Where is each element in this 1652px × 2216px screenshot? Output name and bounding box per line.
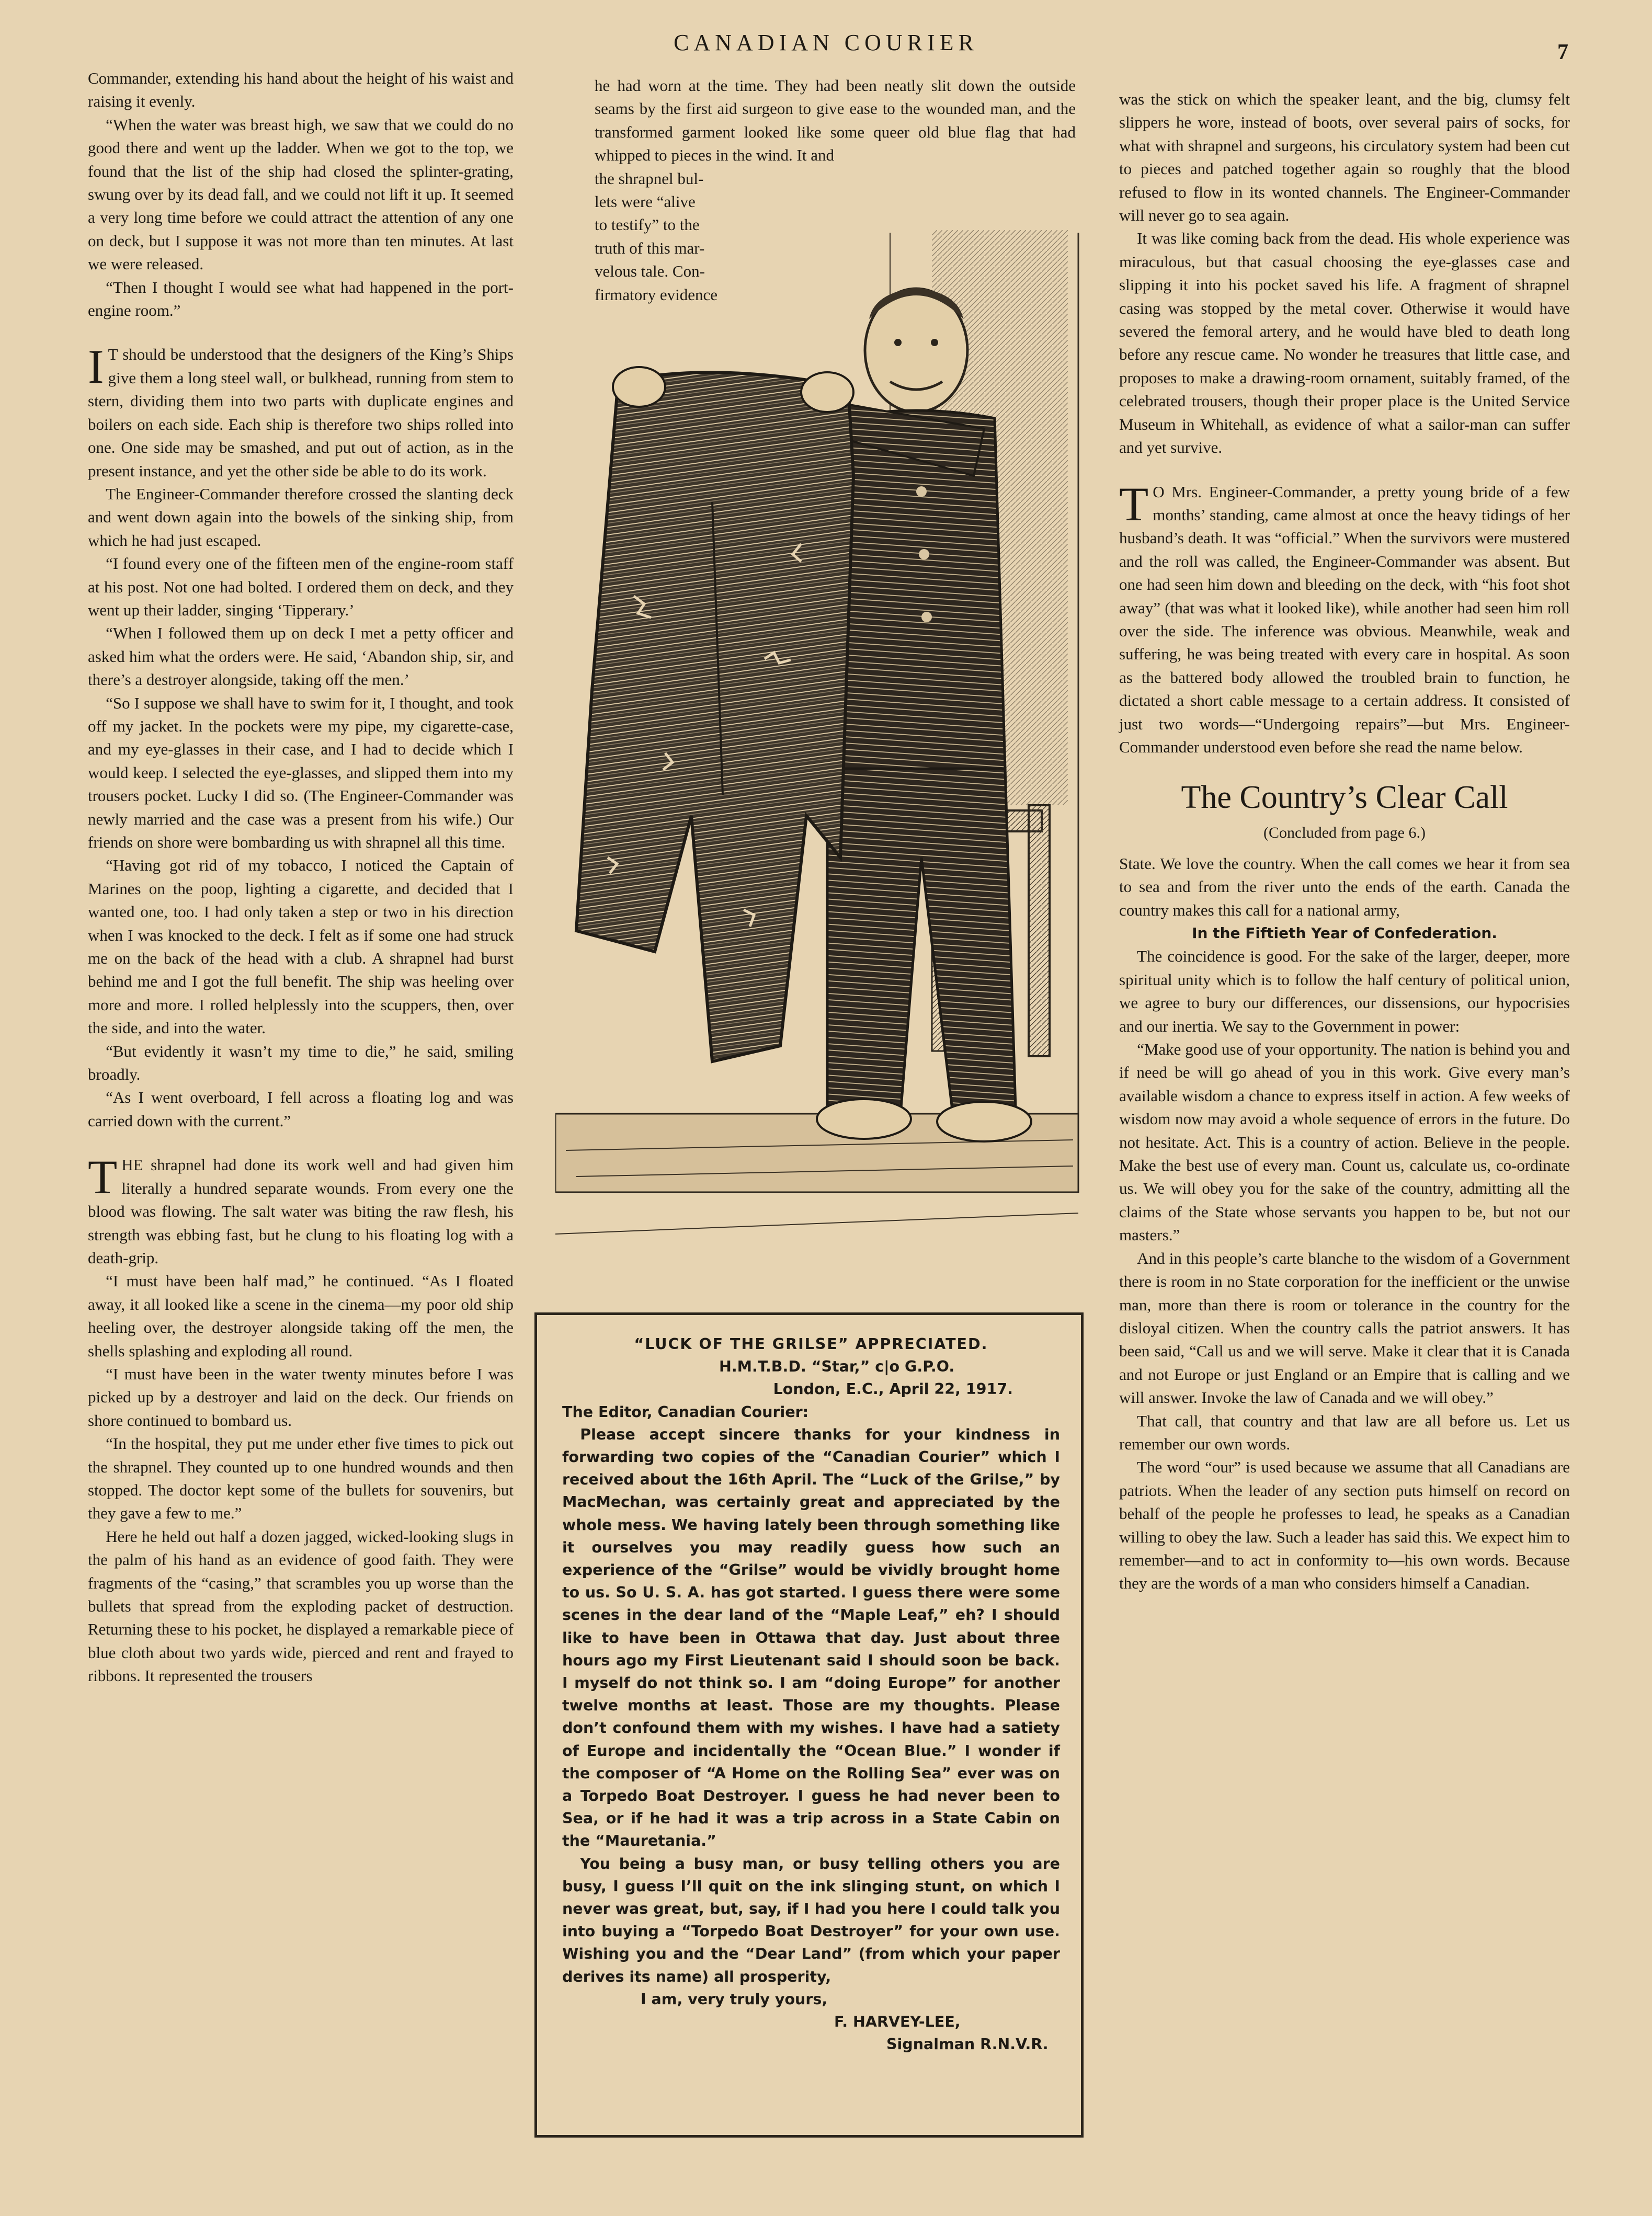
drop-cap: T [88, 1150, 118, 1204]
paragraph: The coincidence is good. For the sake of the larger, deeper, more spiritual unity which is to follow the half century of political union, we agree to bury our differences, our dissensions, our hypocrisies and our inertia. We say to the Government in power: [1119, 947, 1570, 1035]
paragraph: Commander, extending his hand about the height of his waist and raising it evenly. [88, 69, 514, 111]
section-opening-paragraph [88, 1150, 514, 1270]
text-line: lets were “alive [595, 192, 696, 211]
section-opening-paragraph [1119, 477, 1570, 759]
letter-date-line: London, E.C., April 22, 1917. [773, 1380, 1013, 1398]
paragraph: “But evidently it wasn’t my time to die,” he said, smiling broadly. [88, 1042, 514, 1084]
paragraph-text: T should be understood that the designers of the King’s Ships give them a long steel wall, or bulkhead, running from stem to stern, dividing them into two parts with duplicate engines and boilers on each side. Each ship is therefore two ships rolled into one. One side may be smashed, and put out of action, as in the present instance, and yet the other side be able to do its work. [88, 345, 514, 480]
section-opening-paragraph [88, 340, 514, 482]
paragraph: “When the water was breast high, we saw that we could do no good there and went up the ladder. When we got to the top, we found that the list of the ship had closed the splinter-grating, swung over by its dead fall, and we could not lift it up. It seemed a very long time before we could attract the attention of any one on deck, but I suppose it was not more than ten minutes. At last we were released. [88, 115, 514, 273]
article-note: (Concluded from page 6.) [1263, 824, 1426, 842]
letter-rank: Signalman R.N.V.R. [886, 2036, 1049, 2053]
paragraph: “Then I thought I would see what had happened in the port-engine room.” [88, 278, 514, 320]
paragraph: “I must have been half mad,” he continued. “As I floated away, it all looked like a scene in the cinema—my poor old ship heeling over, the destroyer alongside taking off the men, the shells splashing and exploding all round. [88, 1272, 514, 1360]
letter-box [534, 1312, 1084, 2138]
paragraph-text: O Mrs. Engineer-Commander, a pretty young bride of a few months’ standing, came almost at once the heavy tidings of her husband’s death. It was “official.” When the survivors were mustered and the roll was called, the Engineer-Commander was absent. But one had seen him down and bleeding on the deck, with “his foot shot away” (that was what it looked like), while another had seen him roll over the side. The inference was obvious. Meanwhile, weak and suffering, he was being treated with every care in hospital. As soon as the battered body allowed the troubled brain to function, he dictated a short cable message to a certain address. It consisted of just two words—“Undergoing repairs”—but Mrs. Engineer-Commander understood even before she read the name below. [1119, 482, 1570, 756]
letter-ship-line: H.M.T.B.D. “Star,” c|o G.P.O. [719, 1358, 955, 1376]
sailor-with-trousers-illustration [555, 230, 1104, 1265]
paragraph: was the stick on which the speaker leant, and the big, clumsy felt slippers he wore, instead of boots, over several pairs of socks, for what with shrapnel and surgeons, his circulatory system had been cut to pieces and patched together again so roughly that the blood refused to flow in its wonted channels. The Engineer-Commander will never go to sea again. [1119, 90, 1570, 225]
drop-cap: I [88, 340, 104, 394]
letter-closing: I am, very truly yours, [641, 1990, 828, 2008]
letter-paragraph: Please accept sincere thanks for your kindness in forwarding two copies of the “Canadian Courier” which I received about the 16th April. The “Luck of the Grilse,” by MacMechan, was certainly great and appreciated by the whole mess. We having lately been through something like it ourselves you may readily guess how such an experience of the “Grilse” would be vividly brought home to us. So U. S. A. has got started. I guess there were some scenes in the dear land of the “Maple Leaf,” eh? I should like to have been in Ottawa that day. Just about three hours ago my First Lieutenant said I should soon be back. I myself do not think so. I am “doing Europe” for another twelve months at least. Those are my thoughts. Please don’t confound them with my wishes. I have had a satiety of Europe and incidentally the “Ocean Blue.” I wonder if the composer of “A Home on the Rolling Sea” ever was on a Torpedo Boat Destroyer. I guess he had never been to Sea, or if he had it was a trip across in a State Cabin on the “Mauretania.” [562, 1425, 1060, 1850]
paragraph: “So I suppose we shall have to swim for it, I thought, and took off my jacket. In the pockets were my pipe, my cigarette-case, and my eye-glasses in their case, and I had to decide which I would keep. I selected the eye-glasses, and slipped them into my trousers pocket. Lucky I did so. (The Engineer-Commander was newly married and the case was a present from his wife.) Our friends on shore were bombarding us with shrapnel all this time. [88, 693, 514, 851]
letter-salutation: The Editor, Canadian Courier: [562, 1403, 809, 1421]
text-line: the shrapnel bul- [595, 169, 704, 188]
text-line: truth of this mar- [595, 238, 705, 257]
paragraph: “I found every one of the fifteen men of the engine-room staff at his post. Not one had bolted. I ordered them on deck, and they went up their ladder, singing ‘Tipperary.’ [88, 554, 514, 619]
paragraph: That call, that country and that law are all before us. Let us remember our own words. [1119, 1411, 1570, 1453]
letter-signature: F. HARVEY-LEE, [834, 2013, 961, 2031]
drop-cap: T [1119, 477, 1149, 531]
letter-heading: “LUCK OF THE GRILSE” APPRECIATED. [634, 1335, 988, 1353]
paragraph: Here he held out half a dozen jagged, wicked-looking slugs in the palm of his hand as an evidence of good faith. They were fragments of the “casing,” that scrambles you up worse than the bullets that spread from the exploding packet of destruction. Returning these to his pocket, he displayed a remarkable piece of blue cloth about two yards wide, pierced and rent and frayed to ribbons. It represented the trousers [88, 1527, 514, 1685]
paragraph: “As I went overboard, I fell across a floating log and was carried down with the current.” [88, 1088, 514, 1130]
paragraph: “In the hospital, they put me under ether five times to pick out the shrapnel. They counted up to one hundred wounds and then stopped. The doctor kept some of the bullets for souvenirs, but they gave a few to me.” [88, 1434, 514, 1523]
paragraph: The Engineer-Commander therefore crossed the slanting deck and went down again into the bowels of the sinking ship, from which he had just escaped. [88, 484, 514, 550]
paragraph: “I must have been in the water twenty minutes before I was picked up by a destroyer and laid on the deck. Our friends on shore continued to bombard us. [88, 1364, 514, 1430]
paragraph: “Having got rid of my tobacco, I noticed the Captain of Marines on the poop, lighting a cigarette, and decided that I wanted one, too. I had only taken a step or two in his direction when I was knocked to the deck. I felt as if some one had struck me on the back of the head with a club. A shrapnel had burst behind me and I got the full benefit. The ship was heeling over more and more. I rolled helplessly into the scuppers, then, over the side, and into the water. [88, 856, 514, 1037]
paragraph: And in this people’s carte blanche to the wisdom of a Government there is room in no State corporation for the inefficient or the unwise man, more than there is room or tolerance in the country for the disloyal citizen. When the country calls the patriot answers. It has been said, “Call us and we will serve. Make it clear that it is Canada and not Europe or just England or an Empire that is calling and we will answer. Invoke the law of Canada and we will obey.” [1119, 1249, 1570, 1407]
text-line: to testify” to the [595, 215, 700, 234]
column-right [1119, 88, 1570, 1595]
text-line: firmatory evidence [595, 285, 717, 304]
running-header: CANADIAN COURIER [674, 30, 978, 55]
paragraph: he had worn at the time. They had been neatly slit down the outside seams by the first aid surgeon to give ease to the wounded man, and the transformed garment looked like some queer old blue flag that had whipped to pieces in the wind. It and [595, 76, 1076, 165]
bold-heading-line: In the Fiftieth Year of Confederation. [1192, 924, 1497, 942]
letter-paragraph: You being a busy man, or busy telling others you are busy, I guess I’ll quit on the ink slinging stunt, on which I never was great, but, say, if I had you here I could talk you into buying a “Torpedo Boat Destroyer” for your own use. Wishing you and the “Dear Land” (from which your paper derives its name) all prosperity, [562, 1855, 1060, 1985]
paragraph: It was like coming back from the dead. His whole experience was miraculous, but that casual choosing the eye-glasses case and slipping it into his pocket saved his life. A fragment of shrapnel casing was stopped by the metal cover. Otherwise it would have severed the femoral artery, and he would have bled to death long before any rescue came. No wonder he treasures that little case, and proposes to make a drawing-room ornament, suitably framed, of the celebrated trousers, though their proper place is the United Service Museum in Whitehall, as evidence of what a sailor-man can suffer and yet survive. [1119, 229, 1570, 457]
column-left [88, 67, 514, 1688]
paragraph: “When I followed them up on deck I met a petty officer and asked him what the orders were. He said, ‘Abandon ship, sir, and there’s a destroyer alongside, taking off the men.’ [88, 624, 514, 689]
paragraph: The word “our” is used because we assume that all Canadians are patriots. When the leader of any section puts himself on record on behalf of the people he professes to lead, he speaks as a Canadian willing to obey the law. Such a leader has said this. We expect him to remember—and to act in conformity to—his own words. Because they are the words of a man who considers himself a Canadian. [1119, 1458, 1570, 1593]
paragraph-text: HE shrapnel had done its work well and had given him literally a hundred separate wounds. From every one the blood was flowing. The salt water was biting the raw flesh, his strength was ebbing fast, but he clung to his floating log with a death-grip. [88, 1156, 514, 1267]
paragraph: “Make good use of your opportunity. The nation is behind you and if need be will go ahead of you in this work. Give every man’s available wisdom a chance to express itself in action. A few weeks of wisdom now may avoid a whole sequence of errors in the future. Do not hesitate. Act. This is a country of action. Believe in the people. Make the best use of every man. Count us, calculate us, co-ordinate us. We will obey you for the sake of the country, admitting all the claims of the State whose servants you happen to be, but not our masters.” [1119, 1040, 1570, 1244]
article-title: The Country’s Clear Call [1181, 780, 1508, 816]
paragraph: State. We love the country. When the call comes we hear it from sea to sea and from the river unto the ends of the earth. Canada the country makes this call for a national army, [1119, 854, 1570, 919]
page-number: 7 [1557, 40, 1568, 64]
text-line: velous tale. Con- [595, 262, 705, 281]
